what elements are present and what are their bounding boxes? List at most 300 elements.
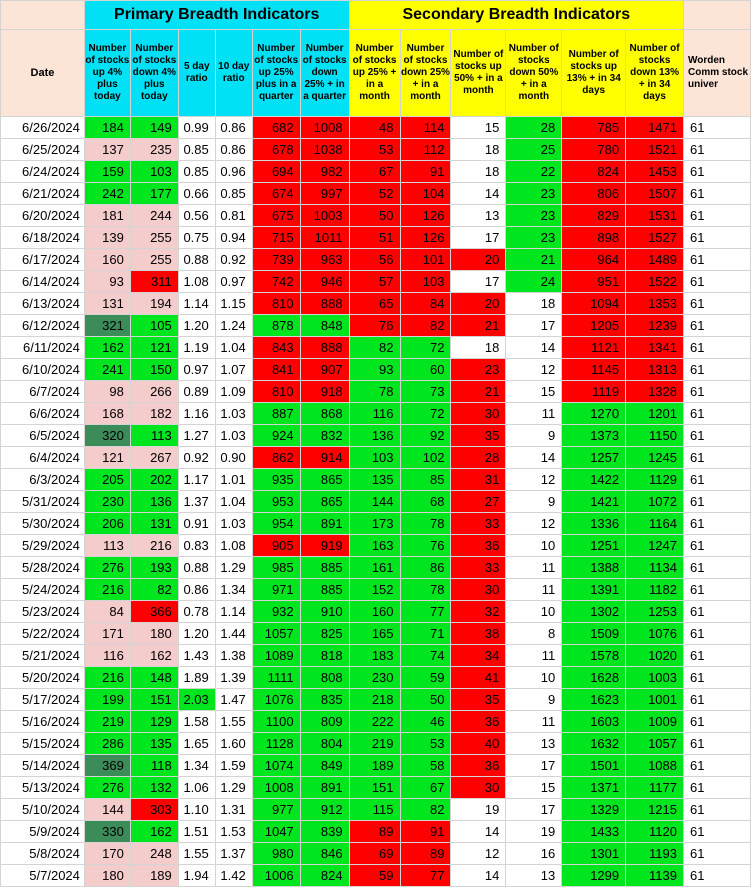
cell-up13[interactable]: 1121 xyxy=(562,337,626,359)
cell-up13[interactable]: 1388 xyxy=(562,557,626,579)
header-down4[interactable]: Number of stocks down 4% plus today xyxy=(130,30,178,117)
cell-down25m[interactable]: 112 xyxy=(400,139,451,161)
cell-ratio5[interactable]: 1.06 xyxy=(178,777,215,799)
cell-worden[interactable]: 61 xyxy=(684,799,751,821)
cell-date[interactable]: 6/4/2024 xyxy=(1,447,85,469)
cell-down4[interactable]: 151 xyxy=(130,689,178,711)
cell-up13[interactable]: 1302 xyxy=(562,601,626,623)
cell-date[interactable]: 5/8/2024 xyxy=(1,843,85,865)
cell-up4[interactable]: 321 xyxy=(84,315,130,337)
cell-ratio5[interactable]: 1.65 xyxy=(178,733,215,755)
cell-down50m[interactable]: 15 xyxy=(506,777,562,799)
cell-down4[interactable]: 194 xyxy=(130,293,178,315)
cell-down50m[interactable]: 10 xyxy=(506,601,562,623)
cell-up13[interactable]: 829 xyxy=(562,205,626,227)
cell-ratio5[interactable]: 1.89 xyxy=(178,667,215,689)
cell-down50m[interactable]: 23 xyxy=(506,183,562,205)
cell-down25m[interactable]: 72 xyxy=(400,337,451,359)
cell-up25m[interactable]: 151 xyxy=(349,777,400,799)
cell-ratio10[interactable]: 0.90 xyxy=(215,447,252,469)
cell-ratio10[interactable]: 1.55 xyxy=(215,711,252,733)
cell-up25m[interactable]: 89 xyxy=(349,821,400,843)
cell-worden[interactable]: 61 xyxy=(684,205,751,227)
cell-ratio5[interactable]: 0.88 xyxy=(178,557,215,579)
cell-up25m[interactable]: 59 xyxy=(349,865,400,887)
cell-ratio10[interactable]: 1.37 xyxy=(215,843,252,865)
cell-up13[interactable]: 1391 xyxy=(562,579,626,601)
cell-date[interactable]: 6/20/2024 xyxy=(1,205,85,227)
cell-down25m[interactable]: 78 xyxy=(400,513,451,535)
cell-up25q[interactable]: 1100 xyxy=(252,711,300,733)
cell-ratio10[interactable]: 1.03 xyxy=(215,403,252,425)
cell-down50m[interactable]: 24 xyxy=(506,271,562,293)
cell-up25q[interactable]: 905 xyxy=(252,535,300,557)
cell-up25m[interactable]: 76 xyxy=(349,315,400,337)
cell-up25q[interactable]: 977 xyxy=(252,799,300,821)
cell-up13[interactable]: 1623 xyxy=(562,689,626,711)
cell-down13[interactable]: 1150 xyxy=(626,425,684,447)
cell-down25q[interactable]: 919 xyxy=(300,535,349,557)
cell-up25q[interactable]: 954 xyxy=(252,513,300,535)
cell-down13[interactable]: 1341 xyxy=(626,337,684,359)
cell-ratio10[interactable]: 1.01 xyxy=(215,469,252,491)
cell-up50m[interactable]: 36 xyxy=(451,535,506,557)
cell-down13[interactable]: 1353 xyxy=(626,293,684,315)
cell-up13[interactable]: 1145 xyxy=(562,359,626,381)
cell-ratio5[interactable]: 1.17 xyxy=(178,469,215,491)
cell-up13[interactable]: 1433 xyxy=(562,821,626,843)
cell-ratio5[interactable]: 1.43 xyxy=(178,645,215,667)
cell-down50m[interactable]: 23 xyxy=(506,205,562,227)
cell-ratio5[interactable]: 0.86 xyxy=(178,579,215,601)
cell-ratio5[interactable]: 0.92 xyxy=(178,447,215,469)
cell-ratio5[interactable]: 2.03 xyxy=(178,689,215,711)
cell-up25m[interactable]: 67 xyxy=(349,161,400,183)
cell-up25m[interactable]: 48 xyxy=(349,117,400,139)
cell-down25q[interactable]: 824 xyxy=(300,865,349,887)
cell-ratio5[interactable]: 0.75 xyxy=(178,227,215,249)
cell-up50m[interactable]: 40 xyxy=(451,733,506,755)
cell-ratio5[interactable]: 0.91 xyxy=(178,513,215,535)
cell-ratio5[interactable]: 0.66 xyxy=(178,183,215,205)
cell-down4[interactable]: 267 xyxy=(130,447,178,469)
cell-down50m[interactable]: 13 xyxy=(506,865,562,887)
cell-ratio5[interactable]: 1.37 xyxy=(178,491,215,513)
cell-ratio5[interactable]: 1.51 xyxy=(178,821,215,843)
cell-down13[interactable]: 1245 xyxy=(626,447,684,469)
cell-up50m[interactable]: 19 xyxy=(451,799,506,821)
cell-worden[interactable]: 61 xyxy=(684,139,751,161)
cell-up50m[interactable]: 30 xyxy=(451,403,506,425)
cell-worden[interactable]: 61 xyxy=(684,557,751,579)
cell-down50m[interactable]: 9 xyxy=(506,689,562,711)
cell-date[interactable]: 5/29/2024 xyxy=(1,535,85,557)
cell-down25q[interactable]: 808 xyxy=(300,667,349,689)
cell-up13[interactable]: 1119 xyxy=(562,381,626,403)
cell-up13[interactable]: 898 xyxy=(562,227,626,249)
cell-worden[interactable]: 61 xyxy=(684,117,751,139)
cell-down4[interactable]: 103 xyxy=(130,161,178,183)
cell-down13[interactable]: 1009 xyxy=(626,711,684,733)
cell-date[interactable]: 5/16/2024 xyxy=(1,711,85,733)
cell-down13[interactable]: 1120 xyxy=(626,821,684,843)
cell-ratio10[interactable]: 0.97 xyxy=(215,271,252,293)
cell-down25m[interactable]: 102 xyxy=(400,447,451,469)
cell-date[interactable]: 6/3/2024 xyxy=(1,469,85,491)
cell-down25q[interactable]: 846 xyxy=(300,843,349,865)
cell-up4[interactable]: 184 xyxy=(84,117,130,139)
cell-down13[interactable]: 1139 xyxy=(626,865,684,887)
cell-up13[interactable]: 1257 xyxy=(562,447,626,469)
cell-down25m[interactable]: 91 xyxy=(400,821,451,843)
cell-ratio5[interactable]: 1.27 xyxy=(178,425,215,447)
cell-ratio10[interactable]: 0.86 xyxy=(215,139,252,161)
cell-up25q[interactable]: 843 xyxy=(252,337,300,359)
cell-down4[interactable]: 121 xyxy=(130,337,178,359)
cell-up50m[interactable]: 35 xyxy=(451,425,506,447)
cell-date[interactable]: 5/14/2024 xyxy=(1,755,85,777)
cell-down25q[interactable]: 868 xyxy=(300,403,349,425)
cell-ratio10[interactable]: 1.04 xyxy=(215,491,252,513)
cell-down4[interactable]: 131 xyxy=(130,513,178,535)
cell-up4[interactable]: 98 xyxy=(84,381,130,403)
cell-ratio10[interactable]: 1.59 xyxy=(215,755,252,777)
cell-up4[interactable]: 137 xyxy=(84,139,130,161)
cell-up50m[interactable]: 36 xyxy=(451,755,506,777)
cell-up50m[interactable]: 20 xyxy=(451,293,506,315)
cell-down25q[interactable]: 849 xyxy=(300,755,349,777)
header-ratio5[interactable]: 5 day ratio xyxy=(178,30,215,117)
cell-up13[interactable]: 780 xyxy=(562,139,626,161)
cell-down25q[interactable]: 1038 xyxy=(300,139,349,161)
cell-up4[interactable]: 171 xyxy=(84,623,130,645)
cell-down4[interactable]: 136 xyxy=(130,491,178,513)
cell-up4[interactable]: 144 xyxy=(84,799,130,821)
cell-down25q[interactable]: 907 xyxy=(300,359,349,381)
cell-worden[interactable]: 61 xyxy=(684,645,751,667)
cell-date[interactable]: 6/21/2024 xyxy=(1,183,85,205)
header-up13[interactable]: Number of stocks up 13% + in 34 days xyxy=(562,30,626,117)
cell-worden[interactable]: 61 xyxy=(684,513,751,535)
cell-down25m[interactable]: 77 xyxy=(400,865,451,887)
cell-up25m[interactable]: 69 xyxy=(349,843,400,865)
cell-down25m[interactable]: 60 xyxy=(400,359,451,381)
cell-down13[interactable]: 1134 xyxy=(626,557,684,579)
cell-down13[interactable]: 1521 xyxy=(626,139,684,161)
cell-down50m[interactable]: 11 xyxy=(506,557,562,579)
cell-ratio10[interactable]: 0.96 xyxy=(215,161,252,183)
cell-date[interactable]: 6/6/2024 xyxy=(1,403,85,425)
cell-up13[interactable]: 1329 xyxy=(562,799,626,821)
cell-down13[interactable]: 1164 xyxy=(626,513,684,535)
cell-up13[interactable]: 785 xyxy=(562,117,626,139)
header-up25q[interactable]: Number of stocks up 25% plus in a quarter xyxy=(252,30,300,117)
cell-worden[interactable]: 61 xyxy=(684,711,751,733)
cell-up25m[interactable]: 144 xyxy=(349,491,400,513)
cell-up25m[interactable]: 163 xyxy=(349,535,400,557)
cell-up50m[interactable]: 18 xyxy=(451,139,506,161)
cell-worden[interactable]: 61 xyxy=(684,183,751,205)
cell-down25m[interactable]: 84 xyxy=(400,293,451,315)
cell-down4[interactable]: 180 xyxy=(130,623,178,645)
cell-down13[interactable]: 1453 xyxy=(626,161,684,183)
header-down25q[interactable]: Number of stocks down 25% + in a quarter xyxy=(300,30,349,117)
cell-up13[interactable]: 1270 xyxy=(562,403,626,425)
cell-up13[interactable]: 1373 xyxy=(562,425,626,447)
cell-up13[interactable]: 1301 xyxy=(562,843,626,865)
cell-down25m[interactable]: 68 xyxy=(400,491,451,513)
cell-up25m[interactable]: 219 xyxy=(349,733,400,755)
cell-down13[interactable]: 1239 xyxy=(626,315,684,337)
cell-up25q[interactable]: 674 xyxy=(252,183,300,205)
cell-down13[interactable]: 1020 xyxy=(626,645,684,667)
cell-date[interactable]: 6/25/2024 xyxy=(1,139,85,161)
cell-down50m[interactable]: 11 xyxy=(506,645,562,667)
cell-up4[interactable]: 159 xyxy=(84,161,130,183)
cell-ratio5[interactable]: 1.55 xyxy=(178,843,215,865)
cell-up4[interactable]: 84 xyxy=(84,601,130,623)
cell-up4[interactable]: 206 xyxy=(84,513,130,535)
cell-date[interactable]: 5/21/2024 xyxy=(1,645,85,667)
cell-up50m[interactable]: 15 xyxy=(451,117,506,139)
cell-down50m[interactable]: 17 xyxy=(506,799,562,821)
cell-ratio5[interactable]: 0.88 xyxy=(178,249,215,271)
cell-down50m[interactable]: 21 xyxy=(506,249,562,271)
cell-up25m[interactable]: 183 xyxy=(349,645,400,667)
cell-up50m[interactable]: 23 xyxy=(451,359,506,381)
cell-down50m[interactable]: 10 xyxy=(506,667,562,689)
cell-down4[interactable]: 189 xyxy=(130,865,178,887)
cell-worden[interactable]: 61 xyxy=(684,777,751,799)
cell-down25m[interactable]: 92 xyxy=(400,425,451,447)
cell-up4[interactable]: 369 xyxy=(84,755,130,777)
cell-up25q[interactable]: 1074 xyxy=(252,755,300,777)
cell-ratio5[interactable]: 0.78 xyxy=(178,601,215,623)
cell-date[interactable]: 6/14/2024 xyxy=(1,271,85,293)
cell-date[interactable]: 6/11/2024 xyxy=(1,337,85,359)
cell-down25m[interactable]: 126 xyxy=(400,205,451,227)
cell-up50m[interactable]: 14 xyxy=(451,865,506,887)
header-worden[interactable]: Worden Comm stock univer xyxy=(684,30,751,117)
cell-up4[interactable]: 93 xyxy=(84,271,130,293)
cell-up25q[interactable]: 924 xyxy=(252,425,300,447)
cell-ratio10[interactable]: 1.04 xyxy=(215,337,252,359)
cell-down4[interactable]: 162 xyxy=(130,645,178,667)
header-up4[interactable]: Number of stocks up 4% plus today xyxy=(84,30,130,117)
cell-down25m[interactable]: 46 xyxy=(400,711,451,733)
cell-down50m[interactable]: 14 xyxy=(506,337,562,359)
cell-down50m[interactable]: 9 xyxy=(506,425,562,447)
cell-worden[interactable]: 61 xyxy=(684,689,751,711)
cell-down13[interactable]: 1177 xyxy=(626,777,684,799)
cell-up50m[interactable]: 17 xyxy=(451,227,506,249)
cell-up4[interactable]: 320 xyxy=(84,425,130,447)
cell-up25m[interactable]: 103 xyxy=(349,447,400,469)
cell-down25q[interactable]: 914 xyxy=(300,447,349,469)
cell-up25m[interactable]: 136 xyxy=(349,425,400,447)
cell-down50m[interactable]: 10 xyxy=(506,535,562,557)
cell-date[interactable]: 6/13/2024 xyxy=(1,293,85,315)
cell-worden[interactable]: 61 xyxy=(684,315,751,337)
cell-up25m[interactable]: 218 xyxy=(349,689,400,711)
cell-up25q[interactable]: 878 xyxy=(252,315,300,337)
cell-ratio5[interactable]: 1.94 xyxy=(178,865,215,887)
cell-up4[interactable]: 219 xyxy=(84,711,130,733)
cell-ratio10[interactable]: 0.92 xyxy=(215,249,252,271)
cell-down25q[interactable]: 891 xyxy=(300,513,349,535)
cell-down13[interactable]: 1215 xyxy=(626,799,684,821)
cell-date[interactable]: 5/31/2024 xyxy=(1,491,85,513)
cell-down25m[interactable]: 103 xyxy=(400,271,451,293)
cell-ratio5[interactable]: 1.14 xyxy=(178,293,215,315)
cell-down50m[interactable]: 15 xyxy=(506,381,562,403)
cell-down50m[interactable]: 19 xyxy=(506,821,562,843)
cell-down25m[interactable]: 53 xyxy=(400,733,451,755)
cell-up13[interactable]: 1632 xyxy=(562,733,626,755)
cell-up25q[interactable]: 675 xyxy=(252,205,300,227)
cell-down4[interactable]: 177 xyxy=(130,183,178,205)
cell-down13[interactable]: 1313 xyxy=(626,359,684,381)
cell-worden[interactable]: 61 xyxy=(684,337,751,359)
cell-date[interactable]: 5/23/2024 xyxy=(1,601,85,623)
cell-down25m[interactable]: 71 xyxy=(400,623,451,645)
cell-up25q[interactable]: 1128 xyxy=(252,733,300,755)
header-up50m[interactable]: Number of stocks up 50% + in a month xyxy=(451,30,506,117)
cell-worden[interactable]: 61 xyxy=(684,733,751,755)
cell-down13[interactable]: 1531 xyxy=(626,205,684,227)
cell-up25q[interactable]: 810 xyxy=(252,293,300,315)
cell-up25m[interactable]: 222 xyxy=(349,711,400,733)
header-down50m[interactable]: Number of stocks down 50% + in a month xyxy=(506,30,562,117)
cell-worden[interactable]: 61 xyxy=(684,601,751,623)
cell-down25m[interactable]: 50 xyxy=(400,689,451,711)
cell-up4[interactable]: 116 xyxy=(84,645,130,667)
cell-up13[interactable]: 824 xyxy=(562,161,626,183)
cell-up13[interactable]: 1205 xyxy=(562,315,626,337)
cell-down4[interactable]: 82 xyxy=(130,579,178,601)
cell-down4[interactable]: 113 xyxy=(130,425,178,447)
cell-down4[interactable]: 266 xyxy=(130,381,178,403)
cell-up25q[interactable]: 985 xyxy=(252,557,300,579)
cell-date[interactable]: 6/17/2024 xyxy=(1,249,85,271)
cell-down25q[interactable]: 804 xyxy=(300,733,349,755)
cell-down25q[interactable]: 946 xyxy=(300,271,349,293)
cell-up50m[interactable]: 41 xyxy=(451,667,506,689)
cell-up25q[interactable]: 682 xyxy=(252,117,300,139)
cell-down4[interactable]: 150 xyxy=(130,359,178,381)
cell-down25q[interactable]: 839 xyxy=(300,821,349,843)
cell-up50m[interactable]: 18 xyxy=(451,161,506,183)
cell-up25q[interactable]: 742 xyxy=(252,271,300,293)
cell-up25m[interactable]: 51 xyxy=(349,227,400,249)
cell-date[interactable]: 5/28/2024 xyxy=(1,557,85,579)
cell-worden[interactable]: 61 xyxy=(684,381,751,403)
cell-up4[interactable]: 162 xyxy=(84,337,130,359)
cell-ratio5[interactable]: 1.19 xyxy=(178,337,215,359)
cell-ratio5[interactable]: 0.85 xyxy=(178,161,215,183)
cell-down13[interactable]: 1182 xyxy=(626,579,684,601)
cell-date[interactable]: 5/10/2024 xyxy=(1,799,85,821)
cell-up50m[interactable]: 17 xyxy=(451,271,506,293)
cell-down13[interactable]: 1522 xyxy=(626,271,684,293)
cell-down50m[interactable]: 28 xyxy=(506,117,562,139)
cell-up13[interactable]: 1501 xyxy=(562,755,626,777)
cell-up13[interactable]: 964 xyxy=(562,249,626,271)
cell-down4[interactable]: 255 xyxy=(130,249,178,271)
cell-down25m[interactable]: 74 xyxy=(400,645,451,667)
cell-worden[interactable]: 61 xyxy=(684,579,751,601)
cell-ratio10[interactable]: 1.03 xyxy=(215,425,252,447)
cell-ratio10[interactable]: 1.07 xyxy=(215,359,252,381)
cell-down25q[interactable]: 982 xyxy=(300,161,349,183)
cell-worden[interactable]: 61 xyxy=(684,843,751,865)
cell-down4[interactable]: 303 xyxy=(130,799,178,821)
cell-down25m[interactable]: 126 xyxy=(400,227,451,249)
cell-ratio5[interactable]: 0.56 xyxy=(178,205,215,227)
cell-ratio10[interactable]: 0.85 xyxy=(215,183,252,205)
cell-worden[interactable]: 61 xyxy=(684,249,751,271)
cell-up25m[interactable]: 53 xyxy=(349,139,400,161)
cell-up4[interactable]: 330 xyxy=(84,821,130,843)
cell-down4[interactable]: 132 xyxy=(130,777,178,799)
cell-ratio5[interactable]: 0.89 xyxy=(178,381,215,403)
cell-up13[interactable]: 806 xyxy=(562,183,626,205)
cell-up13[interactable]: 1603 xyxy=(562,711,626,733)
cell-up25q[interactable]: 1111 xyxy=(252,667,300,689)
cell-up25q[interactable]: 953 xyxy=(252,491,300,513)
cell-down13[interactable]: 1057 xyxy=(626,733,684,755)
cell-ratio10[interactable]: 1.34 xyxy=(215,579,252,601)
cell-down25q[interactable]: 912 xyxy=(300,799,349,821)
cell-date[interactable]: 5/24/2024 xyxy=(1,579,85,601)
cell-down4[interactable]: 244 xyxy=(130,205,178,227)
cell-up25m[interactable]: 189 xyxy=(349,755,400,777)
cell-up25q[interactable]: 678 xyxy=(252,139,300,161)
cell-up13[interactable]: 1422 xyxy=(562,469,626,491)
cell-down13[interactable]: 1076 xyxy=(626,623,684,645)
header-ratio10[interactable]: 10 day ratio xyxy=(215,30,252,117)
cell-ratio10[interactable]: 1.29 xyxy=(215,777,252,799)
cell-up25q[interactable]: 694 xyxy=(252,161,300,183)
cell-up25q[interactable]: 715 xyxy=(252,227,300,249)
cell-down50m[interactable]: 12 xyxy=(506,469,562,491)
cell-down4[interactable]: 235 xyxy=(130,139,178,161)
cell-down13[interactable]: 1489 xyxy=(626,249,684,271)
cell-ratio10[interactable]: 1.24 xyxy=(215,315,252,337)
cell-date[interactable]: 6/5/2024 xyxy=(1,425,85,447)
cell-ratio5[interactable]: 1.08 xyxy=(178,271,215,293)
cell-up25m[interactable]: 230 xyxy=(349,667,400,689)
cell-down25q[interactable]: 891 xyxy=(300,777,349,799)
cell-down25m[interactable]: 77 xyxy=(400,601,451,623)
cell-ratio10[interactable]: 1.38 xyxy=(215,645,252,667)
cell-up4[interactable]: 230 xyxy=(84,491,130,513)
cell-up25m[interactable]: 56 xyxy=(349,249,400,271)
cell-down50m[interactable]: 23 xyxy=(506,227,562,249)
cell-up25q[interactable]: 887 xyxy=(252,403,300,425)
cell-up25m[interactable]: 152 xyxy=(349,579,400,601)
cell-down25q[interactable]: 963 xyxy=(300,249,349,271)
cell-down25q[interactable]: 818 xyxy=(300,645,349,667)
cell-down25m[interactable]: 101 xyxy=(400,249,451,271)
cell-down50m[interactable]: 16 xyxy=(506,843,562,865)
cell-down25q[interactable]: 888 xyxy=(300,337,349,359)
cell-up50m[interactable]: 32 xyxy=(451,601,506,623)
cell-ratio10[interactable]: 1.31 xyxy=(215,799,252,821)
cell-worden[interactable]: 61 xyxy=(684,491,751,513)
cell-up50m[interactable]: 33 xyxy=(451,557,506,579)
cell-down25q[interactable]: 825 xyxy=(300,623,349,645)
